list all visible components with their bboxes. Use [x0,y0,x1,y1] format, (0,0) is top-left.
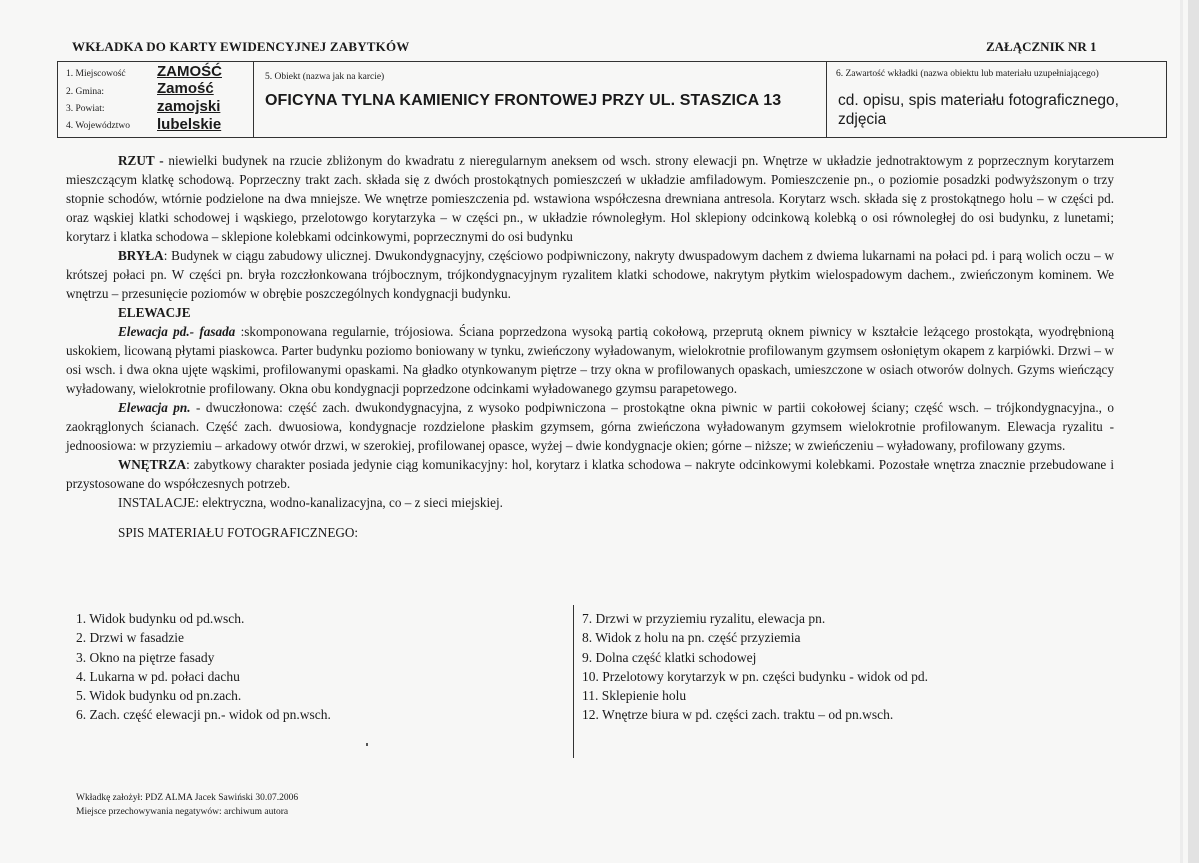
object-value: OFICYNA TYLNA KAMIENICY FRONTOWEJ PRZY UL. STASZICA 13 [265,92,782,109]
elevation-south-text: :skomponowana regularnie, trójosiowa. Ściana poprzedzona wysoką partią cokołową, przeprutą oknem piwnicy w kształcie leżącego prostokąta, wyodrębnioną uskokiem, licowaną płytami piaskowca. Parter budynku poziomo boniowany w tynku, zwieńczony wyładowanym, wielokrotnie profilowanym gzymsem osłoniętym okapem z karpiówki. Drzwi – w osi wsch. i dwa okna ujęte wąskimi, profilowanymi opaskami. Na gładko otynkowanym piętrze – trzy okna w profilowanych opaskach, umieszczone w osiach otworów dolnych. Gzyms wieńczący wyładowany, wielokrotnie profilowany. Okna obu kondygnacji poprzedzone odcinkami wyładowanego gzymsu parapetowego. [66,324,1114,396]
elewacje-heading: ELEWACJE [118,305,191,320]
description-body [66,151,1114,542]
list-item: 12. Wnętrze biura w pd. części zach. traktu – od pn.wsch. [582,707,894,723]
contents-value: cd. opisu, spis materiału fotograficznego, zdjęcia [838,92,1119,128]
footer-author: Wkładkę założył: PDZ ALMA Jacek Sawiński 30.07.2006 [76,793,299,803]
photo-list-heading: SPIS MATERIAŁU FOTOGRAFICZNEGO: [118,525,359,540]
table-divider [826,61,827,138]
scan-edge [1188,0,1199,863]
location-value: ZAMOŚĆ [157,63,222,80]
voivodeship-label: 4. Województwo [66,121,130,131]
photo-list-left [76,609,331,725]
bryla-heading: BRYŁA [118,248,164,263]
table-divider [253,61,254,138]
municipality-value: Zamość [157,80,214,97]
list-item: 11. Sklepienie holu [582,688,687,704]
list-divider [573,605,574,758]
list-item: 6. Zach. część elewacji pn.- widok od pn.wsch. [76,707,331,723]
rzut-text: niewielki budynek na rzucie zbliżonym do kwadratu z nieregularnym aneksem od wsch. strony elewacji pn. Wnętrze w układzie jednotraktowym z poprzecznym korytarzem mieszczącym klatkę schodową. Poprzeczny trakt zach. składa się z dwóch prostokątnych pomieszczeń w układzie amfiladowym. Pomieszczenie pn., o poziomie posadzki podwyższonym o trzy stopnie schodów, wtórnie podzielone na dwa mniejsze. We wnętrze pomieszczenia pd. wstawiona współczesna drewniana antresola. Korytarz wsch. składa się z prostokątnego holu – w części pd. oraz wąskiej klatki schodowej i wąskiego, przelotowgo korytarzyka – w części pn., w układzie równoległym. Hol sklepiony odcinkową kolebką o osi równoległej do osi budynku, z lunetami; korytarz i klatka schodowa – sklepione kolebkami odcinkowymi, poprzecznymi do osi budynku [66,153,1114,244]
rzut-heading: RZUT - [118,153,169,168]
location-label: 1. Miejscowość [66,69,126,79]
document-title: WKŁADKA DO KARTY EWIDENCYJNEJ ZABYTKÓW [72,39,410,54]
elevation-north-paragraph [66,398,1114,455]
list-item: 10. Przelotowy korytarzyk w pn. części budynku - widok od pd. [582,668,929,684]
contents-label: 6. Zawartość wkładki (nazwa obiektu lub materiału uzupełniającego) [836,69,1099,79]
list-item: 8. Widok z holu na pn. część przyziemia [582,630,801,646]
list-item: 5. Widok budynku od pn.zach. [76,688,242,704]
voivodeship-value: lubelskie [157,116,222,133]
elevation-south-heading: Elewacja pd.- fasada [118,324,236,339]
scan-edge [1180,0,1183,863]
footer-storage: Miejsce przechowywania negatywów: archiwum autora [76,807,289,817]
county-label: 3. Powiat: [66,104,105,114]
wnetrza-paragraph [66,455,1114,493]
rzut-paragraph [66,151,1114,246]
wnetrza-text: : zabytkowy charakter posiada jedynie ciąg komunikacyjny: hol, korytarz i klatka schodowa – nakryte odcinkowymi kolebkami. Pozostałe wnętrza znacznie przebudowane i przystosowane do współczesnych potrzeb. [66,457,1114,491]
municipality-label: 2. Gmina: [66,87,104,97]
list-item: 2. Drzwi w fasadzie [76,630,184,646]
instalacje-paragraph: INSTALACJE: elektryczna, wodno-kanalizacyjna, co – z sieci miejskiej. [118,495,503,510]
elevation-north-heading: Elewacja pn. [118,400,191,415]
elevation-south-paragraph [66,322,1114,398]
list-item: 1. Widok budynku od pd.wsch. [76,611,245,626]
elevation-north-text: - dwuczłonowa: część zach. dwukondygnacyjna, z wysoko podpiwniczona – prostokątne okna piwnic w partii cokołowej ściany; część wsch. – trójkondygnacyjna., o zaokrąglonych ścianach. Część zach. dwuosiowa, kondygnacje rozdzielone płaskim gzymsem, górna zwieńczona wyładowanym gzymsem wielokrotnie profilowanym. Elewacja ryzalitu - jednoosiowa: w przyziemiu – arkadowy otwór drzwi, w szerokiej, profilowanej opasce, wyżej – dwie kondygnacje okien; górne – niższe; w zwieńczeniu – wyładowany, profilowany gzyms. [66,400,1114,453]
object-label: 5. Obiekt (nazwa jak na karcie) [265,72,385,82]
county-value: zamojski [157,98,221,115]
list-item: 7. Drzwi w przyziemiu ryzalitu, elewacja pn. [582,611,826,626]
list-item: 3. Okno na piętrze fasady [76,649,215,665]
list-item: 9. Dolna część klatki schodowej [582,649,757,665]
scan-speck [366,743,368,746]
bryla-text: : Budynek w ciągu zabudowy ulicznej. Dwukondygnacyjny, częściowo podpiwniczony, nakryty dwuspadowym dachem z dwiema lukarnami na połaci pd. i parą wolich oczu – w krótszej połaci pn. W części pn. bryła rozczłonkowana trójbocznym, trójkondygnacyjnym ryzalitem klatki schodowe, nakrytym płytkim wielospadowym dachem., zwieńczonym kominem. We wnętrzu – przesunięcie poziomów w obrębie poszczególnych kondygnacji budynku. [66,248,1114,301]
bryla-paragraph [66,246,1114,303]
photo-list-right [582,609,928,725]
annex-number: ZAŁĄCZNIK NR 1 [986,39,1097,54]
list-item: 4. Lukarna w pd. połaci dachu [76,668,240,684]
wnetrza-heading: WNĘTRZA [118,457,187,472]
